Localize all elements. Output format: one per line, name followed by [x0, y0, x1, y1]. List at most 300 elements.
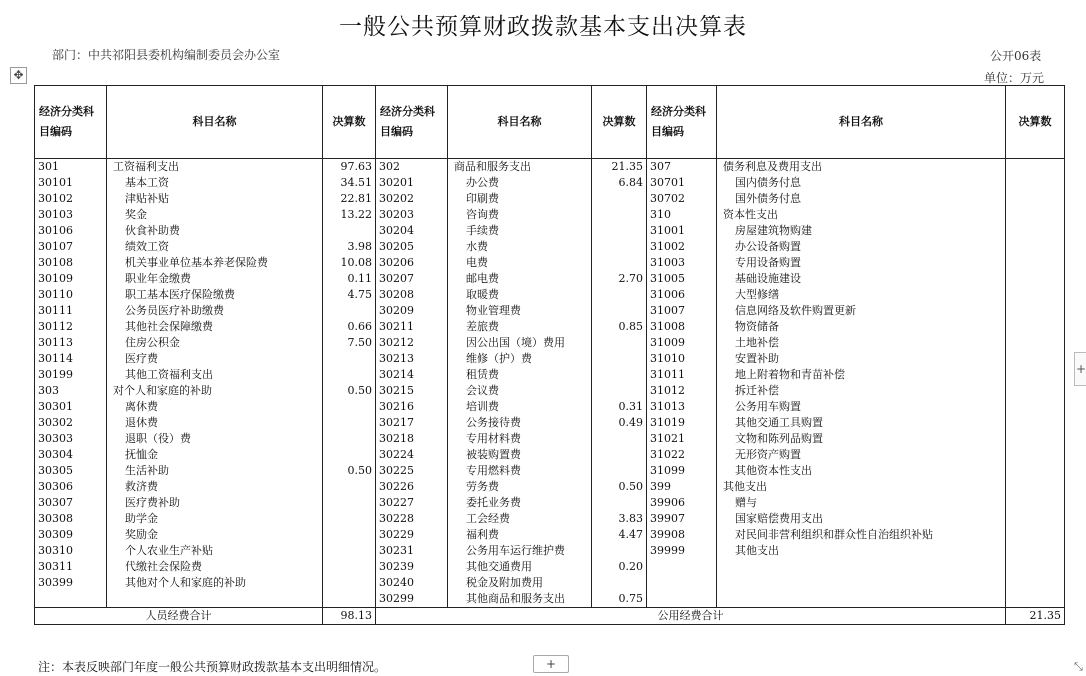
- cell-code: 30114: [35, 351, 107, 367]
- form-number: 公开06表: [990, 49, 1042, 63]
- cell-amount: [1006, 319, 1065, 335]
- table-row: [35, 495, 1065, 511]
- cell-amount: [1006, 431, 1065, 447]
- cell-name: [717, 559, 1006, 575]
- cell-amount: [1006, 543, 1065, 559]
- table-row: [35, 463, 1065, 479]
- cell-name: 伙食补助费: [107, 223, 323, 239]
- header-amount: 决算数: [1006, 86, 1065, 159]
- cell-amount: [1006, 303, 1065, 319]
- cell-name: 信息网络及软件购置更新: [717, 303, 1006, 319]
- cell-amount: 21.35: [592, 159, 647, 176]
- cell-amount: 4.75: [323, 287, 376, 303]
- cell-name: 专用燃料费: [448, 463, 592, 479]
- cell-amount: 34.51: [323, 175, 376, 191]
- cell-code: 30701: [647, 175, 717, 191]
- cell-amount: [1006, 287, 1065, 303]
- cell-name: [107, 591, 323, 608]
- cell-amount: 4.47: [592, 527, 647, 543]
- cell-name: 地上附着物和青苗补偿: [717, 367, 1006, 383]
- cell-name: 印刷费: [448, 191, 592, 207]
- cell-code: 30228: [376, 511, 448, 527]
- cell-code: 30108: [35, 255, 107, 271]
- cell-code: 30310: [35, 543, 107, 559]
- cell-name: 个人农业生产补贴: [107, 543, 323, 559]
- cell-name: 被装购置费: [448, 447, 592, 463]
- cell-name: 对个人和家庭的补助: [107, 383, 323, 399]
- cell-code: 30215: [376, 383, 448, 399]
- table-header: [35, 86, 1065, 159]
- cell-amount: [1006, 495, 1065, 511]
- cell-amount: 2.70: [592, 271, 647, 287]
- cell-name: 土地补偿: [717, 335, 1006, 351]
- table-row: [35, 239, 1065, 255]
- cell-name: 离休费: [107, 399, 323, 415]
- cell-name: 公务接待费: [448, 415, 592, 431]
- unit-label: 单位：万元: [984, 71, 1045, 85]
- cell-amount: [323, 447, 376, 463]
- cell-name: 抚恤金: [107, 447, 323, 463]
- table-row: [35, 527, 1065, 543]
- cell-amount: [1006, 255, 1065, 271]
- cell-name: 医疗费补助: [107, 495, 323, 511]
- cell-code: 303: [35, 383, 107, 399]
- cell-name: 国外债务付息: [717, 191, 1006, 207]
- table-row: [35, 415, 1065, 431]
- cell-code: 31005: [647, 271, 717, 287]
- cell-amount: [323, 543, 376, 559]
- cell-code: [647, 591, 717, 608]
- cell-name: 税金及附加费用: [448, 575, 592, 591]
- cell-amount: [323, 367, 376, 383]
- cell-code: 30303: [35, 431, 107, 447]
- table-row: [35, 191, 1065, 207]
- cell-amount: [592, 351, 647, 367]
- table-row: [35, 383, 1065, 399]
- cell-amount: [1006, 511, 1065, 527]
- cell-code: 30204: [376, 223, 448, 239]
- cell-amount: [323, 591, 376, 608]
- cell-name: 公务用车运行维护费: [448, 543, 592, 559]
- cell-amount: 0.66: [323, 319, 376, 335]
- cell-code: 30107: [35, 239, 107, 255]
- table-row: [35, 351, 1065, 367]
- cell-code: 30307: [35, 495, 107, 511]
- cell-code: 30224: [376, 447, 448, 463]
- cell-code: 39907: [647, 511, 717, 527]
- cell-name: 机关事业单位基本养老保险费: [107, 255, 323, 271]
- cell-name: 拆迁补偿: [717, 383, 1006, 399]
- add-row-button[interactable]: +: [533, 655, 569, 673]
- cell-code: 307: [647, 159, 717, 176]
- cell-amount: [592, 431, 647, 447]
- cell-amount: 0.50: [323, 383, 376, 399]
- cell-name: 电费: [448, 255, 592, 271]
- cell-amount: 3.98: [323, 239, 376, 255]
- table-row: [35, 591, 1065, 608]
- cell-code: 31007: [647, 303, 717, 319]
- table-row: [35, 303, 1065, 319]
- cell-code: 30301: [35, 399, 107, 415]
- cell-name: 物资储备: [717, 319, 1006, 335]
- cell-code: 30217: [376, 415, 448, 431]
- cell-name: 水费: [448, 239, 592, 255]
- cell-name: 专用材料费: [448, 431, 592, 447]
- cell-name: 大型修缮: [717, 287, 1006, 303]
- header-code: 经济分类科目编码: [647, 86, 717, 159]
- cell-code: 30199: [35, 367, 107, 383]
- cell-amount: [1006, 159, 1065, 176]
- table-row: [35, 319, 1065, 335]
- cell-code: 30305: [35, 463, 107, 479]
- cell-code: 31012: [647, 383, 717, 399]
- cell-amount: [1006, 191, 1065, 207]
- cell-code: 31099: [647, 463, 717, 479]
- cell-code: 39906: [647, 495, 717, 511]
- cell-name: 助学金: [107, 511, 323, 527]
- cell-name: 委托业务费: [448, 495, 592, 511]
- cell-code: 30205: [376, 239, 448, 255]
- cell-amount: 0.50: [323, 463, 376, 479]
- cell-code: 30201: [376, 175, 448, 191]
- department-label: 部门：中共祁阳县委机构编制委员会办公室: [52, 48, 281, 62]
- resize-handle-icon[interactable]: ⤡: [1074, 660, 1083, 673]
- cell-amount: [592, 287, 647, 303]
- cell-amount: [1006, 447, 1065, 463]
- cell-code: 39999: [647, 543, 717, 559]
- cell-code: 30207: [376, 271, 448, 287]
- cell-name: 邮电费: [448, 271, 592, 287]
- cell-code: 30311: [35, 559, 107, 575]
- cell-code: 30112: [35, 319, 107, 335]
- cell-name: 咨询费: [448, 207, 592, 223]
- cell-code: 30113: [35, 335, 107, 351]
- cell-code: 31010: [647, 351, 717, 367]
- cell-amount: [592, 463, 647, 479]
- cell-code: 399: [647, 479, 717, 495]
- cell-code: 30212: [376, 335, 448, 351]
- cell-name: 代缴社会保险费: [107, 559, 323, 575]
- cell-amount: [592, 383, 647, 399]
- cell-amount: [1006, 271, 1065, 287]
- cell-name: 救济费: [107, 479, 323, 495]
- cell-amount: [1006, 559, 1065, 575]
- cell-amount: 0.49: [592, 415, 647, 431]
- cell-code: 31021: [647, 431, 717, 447]
- cell-name: 资本性支出: [717, 207, 1006, 223]
- header-name: 科目名称: [448, 86, 592, 159]
- cell-name: 国内债务付息: [717, 175, 1006, 191]
- cell-amount: 97.63: [323, 159, 376, 176]
- cell-amount: [592, 367, 647, 383]
- cell-amount: 10.08: [323, 255, 376, 271]
- cell-name: 基础设施建设: [717, 271, 1006, 287]
- cell-name: 其他社会保障缴费: [107, 319, 323, 335]
- cell-code: 30240: [376, 575, 448, 591]
- cell-name: 其他支出: [717, 543, 1006, 559]
- cell-code: 30214: [376, 367, 448, 383]
- table-row: [35, 479, 1065, 495]
- cell-code: 31001: [647, 223, 717, 239]
- cell-code: 30102: [35, 191, 107, 207]
- cell-name: 文物和陈列品购置: [717, 431, 1006, 447]
- table-row: [35, 335, 1065, 351]
- cell-name: 职业年金缴费: [107, 271, 323, 287]
- cell-code: 30109: [35, 271, 107, 287]
- cell-code: 31008: [647, 319, 717, 335]
- cell-name: 会议费: [448, 383, 592, 399]
- cell-amount: 3.83: [592, 511, 647, 527]
- cell-amount: 0.31: [592, 399, 647, 415]
- cell-code: 30306: [35, 479, 107, 495]
- cell-name: 商品和服务支出: [448, 159, 592, 176]
- header-amount: 决算数: [592, 86, 647, 159]
- cell-amount: [592, 207, 647, 223]
- cell-code: 39908: [647, 527, 717, 543]
- cell-amount: 0.75: [592, 591, 647, 608]
- cell-name: 债务利息及费用支出: [717, 159, 1006, 176]
- personnel-total-value: 98.13: [323, 608, 376, 625]
- cell-amount: 6.84: [592, 175, 647, 191]
- cell-code: 31009: [647, 335, 717, 351]
- personnel-total-label: 人员经费合计: [35, 608, 323, 625]
- cell-name: 办公设备购置: [717, 239, 1006, 255]
- cell-code: 30302: [35, 415, 107, 431]
- cell-amount: [1006, 463, 1065, 479]
- cell-name: 房屋建筑物购建: [717, 223, 1006, 239]
- cell-name: 其他工资福利支出: [107, 367, 323, 383]
- cell-code: 30103: [35, 207, 107, 223]
- cell-name: 其他资本性支出: [717, 463, 1006, 479]
- cell-name: 奖金: [107, 207, 323, 223]
- cell-name: 生活补助: [107, 463, 323, 479]
- plus-icon[interactable]: +: [1074, 352, 1086, 386]
- cell-name: 无形资产购置: [717, 447, 1006, 463]
- cell-name: 公务用车购置: [717, 399, 1006, 415]
- cell-code: 30309: [35, 527, 107, 543]
- cell-amount: [1006, 239, 1065, 255]
- cell-code: 301: [35, 159, 107, 176]
- cell-amount: [592, 447, 647, 463]
- cell-amount: [592, 495, 647, 511]
- cell-amount: [592, 335, 647, 351]
- cell-amount: [1006, 591, 1065, 608]
- table-row: [35, 559, 1065, 575]
- cell-name: 基本工资: [107, 175, 323, 191]
- cell-code: 30225: [376, 463, 448, 479]
- header-code: 经济分类科目编码: [35, 86, 107, 159]
- header-name: 科目名称: [717, 86, 1006, 159]
- table-row: [35, 255, 1065, 271]
- cell-code: 30206: [376, 255, 448, 271]
- cell-code: 30110: [35, 287, 107, 303]
- table-row: [35, 575, 1065, 591]
- cell-name: 劳务费: [448, 479, 592, 495]
- cell-amount: [1006, 575, 1065, 591]
- cell-code: 30209: [376, 303, 448, 319]
- cell-code: 31019: [647, 415, 717, 431]
- cell-name: 物业管理费: [448, 303, 592, 319]
- cell-name: 差旅费: [448, 319, 592, 335]
- cell-amount: [592, 543, 647, 559]
- table-row: [35, 207, 1065, 223]
- cell-code: 30239: [376, 559, 448, 575]
- cell-code: 30231: [376, 543, 448, 559]
- cell-name: 维修（护）费: [448, 351, 592, 367]
- cell-code: 30202: [376, 191, 448, 207]
- cell-amount: 22.81: [323, 191, 376, 207]
- cell-amount: [1006, 175, 1065, 191]
- cell-code: 30211: [376, 319, 448, 335]
- totals-row: [35, 608, 1065, 625]
- table-row: [35, 431, 1065, 447]
- cell-name: 退休费: [107, 415, 323, 431]
- cell-amount: [323, 351, 376, 367]
- cell-code: 30702: [647, 191, 717, 207]
- cell-code: 30227: [376, 495, 448, 511]
- cell-amount: [323, 479, 376, 495]
- header-name: 科目名称: [107, 86, 323, 159]
- cell-name: 办公费: [448, 175, 592, 191]
- cell-code: 30213: [376, 351, 448, 367]
- table-row: [35, 175, 1065, 191]
- cell-amount: [1006, 335, 1065, 351]
- cell-name: 专用设备购置: [717, 255, 1006, 271]
- cell-name: 国家赔偿费用支出: [717, 511, 1006, 527]
- cell-name: 其他交通工具购置: [717, 415, 1006, 431]
- cell-name: 对民间非营利组织和群众性自治组织补贴: [717, 527, 1006, 543]
- table-row: [35, 287, 1065, 303]
- cell-name: 手续费: [448, 223, 592, 239]
- cell-code: 30111: [35, 303, 107, 319]
- cell-amount: [592, 239, 647, 255]
- cell-amount: [1006, 399, 1065, 415]
- cell-code: [35, 591, 107, 608]
- cell-amount: 13.22: [323, 207, 376, 223]
- cell-name: 租赁费: [448, 367, 592, 383]
- cell-name: 福利费: [448, 527, 592, 543]
- cell-name: 培训费: [448, 399, 592, 415]
- move-handle-icon[interactable]: ✥: [10, 67, 27, 84]
- cell-code: 31002: [647, 239, 717, 255]
- cell-name: 其他商品和服务支出: [448, 591, 592, 608]
- cell-amount: [1006, 223, 1065, 239]
- cell-code: 31022: [647, 447, 717, 463]
- table-row: [35, 543, 1065, 559]
- cell-amount: [592, 255, 647, 271]
- table-row: [35, 271, 1065, 287]
- cell-name: 住房公积金: [107, 335, 323, 351]
- cell-code: 30399: [35, 575, 107, 591]
- table-row: [35, 159, 1065, 176]
- cell-name: [717, 575, 1006, 591]
- cell-name: 其他对个人和家庭的补助: [107, 575, 323, 591]
- cell-name: 退职（役）费: [107, 431, 323, 447]
- cell-name: 奖励金: [107, 527, 323, 543]
- cell-amount: [323, 303, 376, 319]
- cell-amount: [1006, 527, 1065, 543]
- cell-code: 30308: [35, 511, 107, 527]
- cell-amount: [1006, 207, 1065, 223]
- cell-amount: 0.20: [592, 559, 647, 575]
- cell-code: 30226: [376, 479, 448, 495]
- cell-code: 31013: [647, 399, 717, 415]
- cell-code: 30299: [376, 591, 448, 608]
- cell-code: 30203: [376, 207, 448, 223]
- cell-amount: 0.50: [592, 479, 647, 495]
- cell-amount: [323, 415, 376, 431]
- cell-amount: 0.11: [323, 271, 376, 287]
- cell-code: 310: [647, 207, 717, 223]
- cell-amount: [323, 511, 376, 527]
- table-row: [35, 399, 1065, 415]
- cell-code: 30304: [35, 447, 107, 463]
- cell-name: 绩效工资: [107, 239, 323, 255]
- cell-code: [647, 559, 717, 575]
- cell-amount: [592, 191, 647, 207]
- table-row: [35, 367, 1065, 383]
- cell-amount: [1006, 367, 1065, 383]
- header-code: 经济分类科目编码: [376, 86, 448, 159]
- cell-name: 津贴补贴: [107, 191, 323, 207]
- cell-name: 工会经费: [448, 511, 592, 527]
- cell-name: 公务员医疗补助缴费: [107, 303, 323, 319]
- cell-amount: [323, 495, 376, 511]
- cell-name: 赠与: [717, 495, 1006, 511]
- cell-amount: [323, 527, 376, 543]
- cell-code: 30101: [35, 175, 107, 191]
- cell-code: 30208: [376, 287, 448, 303]
- cell-amount: [1006, 415, 1065, 431]
- cell-amount: [592, 575, 647, 591]
- cell-name: 职工基本医疗保险缴费: [107, 287, 323, 303]
- cell-amount: [323, 431, 376, 447]
- cell-amount: [323, 399, 376, 415]
- cell-code: 30106: [35, 223, 107, 239]
- page-title: 一般公共预算财政拨款基本支出决算表: [339, 14, 747, 40]
- cell-amount: [592, 223, 647, 239]
- cell-name: [717, 591, 1006, 608]
- cell-amount: [592, 303, 647, 319]
- cell-name: 取暖费: [448, 287, 592, 303]
- cell-amount: [323, 223, 376, 239]
- cell-name: 其他支出: [717, 479, 1006, 495]
- cell-code: 302: [376, 159, 448, 176]
- cell-amount: [1006, 351, 1065, 367]
- cell-name: 医疗费: [107, 351, 323, 367]
- public-total-value: 21.35: [1006, 608, 1065, 625]
- cell-amount: 0.85: [592, 319, 647, 335]
- table-row: [35, 223, 1065, 239]
- cell-amount: [1006, 479, 1065, 495]
- cell-amount: [323, 575, 376, 591]
- footnote: 注：本表反映部门年度一般公共预算财政拨款基本支出明细情况。: [38, 660, 387, 674]
- cell-code: 30216: [376, 399, 448, 415]
- public-total-label: 公用经费合计: [376, 608, 1006, 625]
- cell-name: 其他交通费用: [448, 559, 592, 575]
- cell-name: 因公出国（境）费用: [448, 335, 592, 351]
- header-amount: 决算数: [323, 86, 376, 159]
- cell-code: 30229: [376, 527, 448, 543]
- cell-code: [647, 575, 717, 591]
- cell-amount: [323, 559, 376, 575]
- cell-name: 安置补助: [717, 351, 1006, 367]
- cell-code: 30218: [376, 431, 448, 447]
- cell-name: 工资福利支出: [107, 159, 323, 176]
- table-row: [35, 447, 1065, 463]
- cell-code: 31006: [647, 287, 717, 303]
- cell-amount: 7.50: [323, 335, 376, 351]
